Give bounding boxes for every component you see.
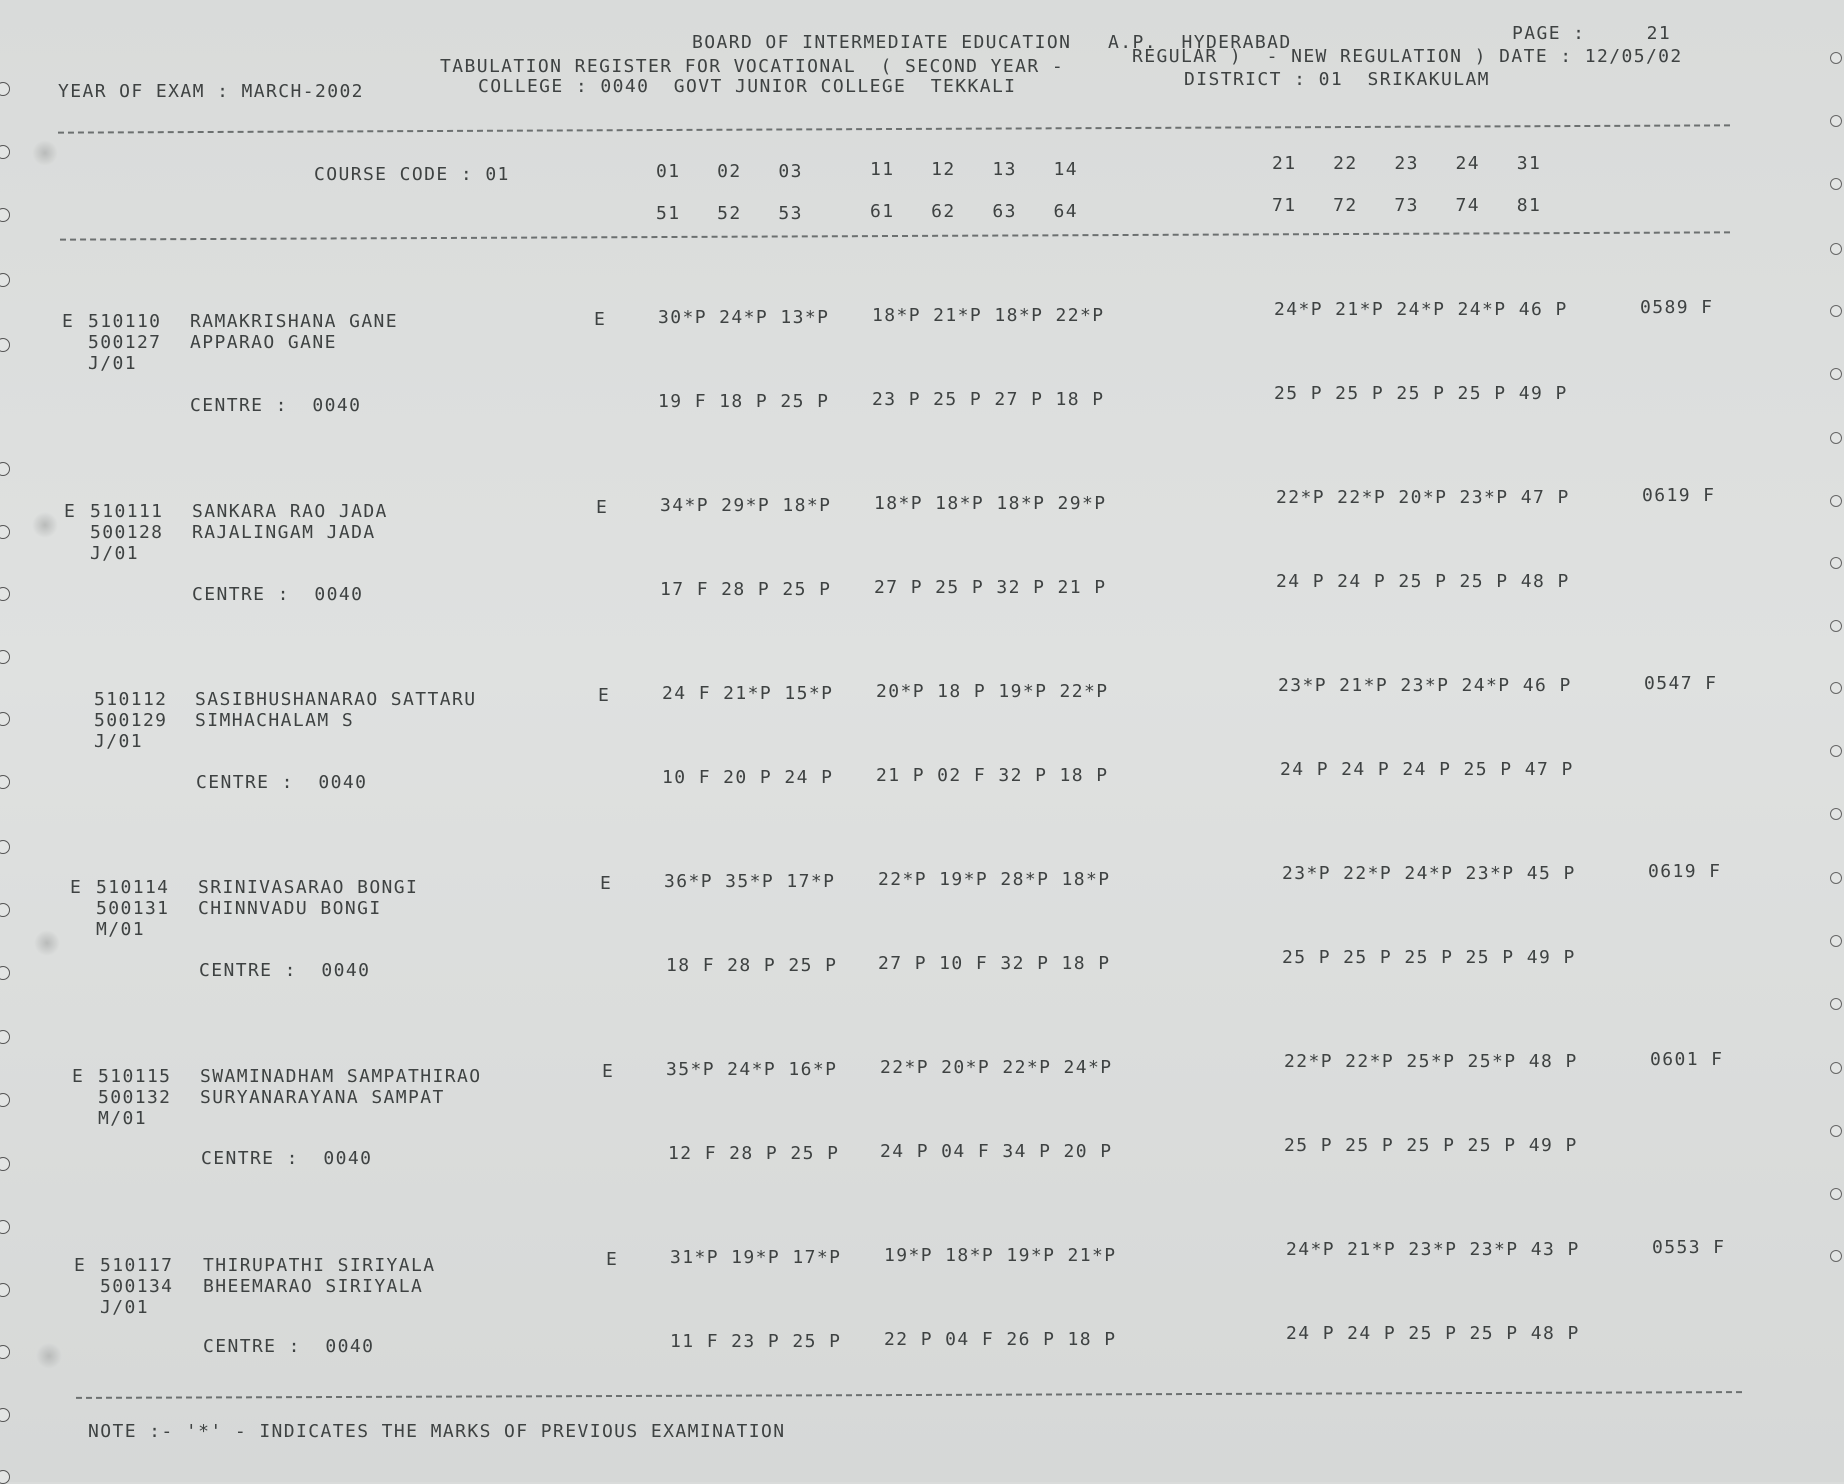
- subject-codes-row1-c: 21 22 23 24 31: [1272, 153, 1542, 174]
- centre-label: CENTRE : 0040: [203, 1336, 375, 1357]
- marks-row2-b: 22 P 04 F 26 P 18 P: [884, 1329, 1117, 1350]
- register-number: 500128: [90, 522, 164, 543]
- marks-row1-a: 35*P 24*P 16*P: [666, 1059, 838, 1080]
- marks-row2-a: 11 F 23 P 25 P: [670, 1331, 842, 1352]
- register-number: 500131: [96, 898, 170, 919]
- feed-hole: [1830, 432, 1842, 444]
- marks-row2-b: 27 P 25 P 32 P 21 P: [874, 577, 1107, 598]
- centre-label: CENTRE : 0040: [196, 772, 368, 793]
- medium: E: [594, 309, 607, 330]
- total-result: 0547 F: [1644, 673, 1718, 694]
- feed-hole: [1830, 745, 1842, 757]
- feed-hole: [0, 650, 10, 664]
- feed-hole: [0, 1220, 10, 1234]
- course-code: COURSE CODE : 01: [314, 164, 510, 185]
- paper-smudge: [32, 140, 58, 166]
- marks-row2-b: 27 P 10 F 32 P 18 P: [878, 953, 1111, 974]
- subject-codes-row1-b: 11 12 13 14: [870, 159, 1079, 180]
- student-name: RAMAKRISHANA GANE: [190, 311, 399, 332]
- subject-codes-row2-b: 61 62 63 64: [870, 201, 1079, 222]
- medium: E: [598, 685, 611, 706]
- top-rule: [58, 124, 1730, 133]
- feed-hole: [0, 840, 10, 854]
- marks-row1-b: 22*P 19*P 28*P 18*P: [878, 869, 1111, 890]
- college-info: COLLEGE : 0040 GOVT JUNIOR COLLEGE TEKKALI: [478, 76, 1017, 97]
- marks-row2-b: 24 P 04 F 34 P 20 P: [880, 1141, 1113, 1162]
- marks-row1-c: 23*P 22*P 24*P 23*P 45 P: [1282, 863, 1576, 884]
- marks-row1-c: 23*P 21*P 23*P 24*P 46 P: [1278, 675, 1572, 696]
- feed-hole: [0, 1345, 10, 1359]
- feed-hole: [1830, 115, 1842, 127]
- feed-hole: [1830, 368, 1842, 380]
- medium: E: [596, 497, 609, 518]
- father-name: SURYANARAYANA SAMPAT: [200, 1087, 445, 1108]
- marks-row2-c: 25 P 25 P 25 P 25 P 49 P: [1274, 383, 1568, 404]
- marks-row1-c: 22*P 22*P 20*P 23*P 47 P: [1276, 487, 1570, 508]
- feed-hole: [1830, 935, 1842, 947]
- bottom-rule: [76, 1391, 1742, 1399]
- feed-hole: [0, 1408, 10, 1422]
- roll-number: 510112: [94, 689, 168, 710]
- marks-row2-b: 21 P 02 F 32 P 18 P: [876, 765, 1109, 786]
- father-name: BHEEMARAO SIRIYALA: [203, 1276, 424, 1297]
- marks-row1-c: 22*P 22*P 25*P 25*P 48 P: [1284, 1051, 1578, 1072]
- marks-row1-a: 36*P 35*P 17*P: [664, 871, 836, 892]
- feed-hole: [1830, 52, 1842, 64]
- paper-smudge: [36, 1343, 62, 1369]
- marks-row2-c: 24 P 24 P 25 P 25 P 48 P: [1286, 1323, 1580, 1344]
- marks-row1-b: 18*P 21*P 18*P 22*P: [872, 305, 1105, 326]
- roll-number: 510117: [100, 1255, 174, 1276]
- feed-hole: [1830, 243, 1842, 255]
- marks-row2-a: 12 F 28 P 25 P: [668, 1143, 840, 1164]
- roll-number: 510115: [98, 1066, 172, 1087]
- exempt-flag: E: [74, 1255, 87, 1276]
- total-result: 0589 F: [1640, 297, 1714, 318]
- father-name: RAJALINGAM JADA: [192, 522, 376, 543]
- centre-label: CENTRE : 0040: [190, 395, 362, 416]
- marks-row2-c: 25 P 25 P 25 P 25 P 49 P: [1282, 947, 1576, 968]
- total-result: 0601 F: [1650, 1049, 1724, 1070]
- exempt-flag: E: [72, 1066, 85, 1087]
- father-name: APPARAO GANE: [190, 332, 337, 353]
- roll-number: 510114: [96, 877, 170, 898]
- feed-hole: [0, 462, 10, 476]
- medium: E: [606, 1249, 619, 1270]
- register-number: 500134: [100, 1276, 174, 1297]
- marks-row1-c: 24*P 21*P 23*P 23*P 43 P: [1286, 1239, 1580, 1260]
- feed-hole: [1830, 620, 1842, 632]
- subject-codes-row1-a: 01 02 03: [656, 161, 803, 182]
- register-title: TABULATION REGISTER FOR VOCATIONAL ( SECOND YEAR -: [440, 56, 1065, 77]
- marks-row1-b: 18*P 18*P 18*P 29*P: [874, 493, 1107, 514]
- feed-hole: [1830, 1062, 1842, 1074]
- roll-number: 510110: [88, 311, 162, 332]
- marks-row2-a: 18 F 28 P 25 P: [666, 955, 838, 976]
- feed-hole: [1830, 1250, 1842, 1262]
- feed-hole: [0, 273, 10, 287]
- paper-smudge: [34, 930, 60, 956]
- page-number: PAGE : 21: [1512, 23, 1672, 44]
- feed-hole: [0, 712, 10, 726]
- student-name: SASIBHUSHANARAO SATTARU: [195, 689, 477, 710]
- feed-hole: [1830, 682, 1842, 694]
- marks-row1-a: 31*P 19*P 17*P: [670, 1247, 842, 1268]
- marks-row1-a: 30*P 24*P 13*P: [658, 307, 830, 328]
- exempt-flag: E: [70, 877, 83, 898]
- marks-row2-a: 10 F 20 P 24 P: [662, 767, 834, 788]
- register-number: 500127: [88, 332, 162, 353]
- father-name: SIMHACHALAM S: [195, 710, 355, 731]
- centre-label: CENTRE : 0040: [201, 1148, 373, 1169]
- feed-hole: [1830, 178, 1842, 190]
- total-result: 0619 F: [1642, 485, 1716, 506]
- medium: E: [602, 1061, 615, 1082]
- feed-hole: [0, 1030, 10, 1044]
- feed-hole: [0, 1093, 10, 1107]
- footnote: NOTE :- '*' - INDICATES THE MARKS OF PREVIOUS EXAMINATION: [88, 1421, 786, 1442]
- feed-hole: [0, 587, 10, 601]
- group-code: J/01: [94, 731, 143, 752]
- feed-hole: [0, 82, 10, 96]
- feed-hole: [0, 1283, 10, 1297]
- feed-hole: [0, 1157, 10, 1171]
- feed-hole: [0, 966, 10, 980]
- total-result: 0553 F: [1652, 1237, 1726, 1258]
- feed-hole: [1830, 1188, 1842, 1200]
- feed-hole: [1830, 305, 1842, 317]
- group-code: J/01: [88, 353, 137, 374]
- group-code: J/01: [100, 1297, 149, 1318]
- board-title: BOARD OF INTERMEDIATE EDUCATION A.P. HYDERABAD: [692, 32, 1292, 53]
- feed-hole: [1830, 495, 1842, 507]
- centre-label: CENTRE : 0040: [199, 960, 371, 981]
- marks-row2-c: 24 P 24 P 25 P 25 P 48 P: [1276, 571, 1570, 592]
- marks-row2-c: 25 P 25 P 25 P 25 P 49 P: [1284, 1135, 1578, 1156]
- feed-hole: [1830, 1125, 1842, 1137]
- feed-hole: [1830, 557, 1842, 569]
- roll-number: 510111: [90, 501, 164, 522]
- year-of-exam: YEAR OF EXAM : MARCH-2002: [58, 81, 364, 102]
- feed-hole: [0, 208, 10, 222]
- exempt-flag: E: [64, 501, 77, 522]
- centre-label: CENTRE : 0040: [192, 584, 364, 605]
- feed-hole: [0, 775, 10, 789]
- district-info: DISTRICT : 01 SRIKAKULAM: [1184, 69, 1490, 90]
- total-result: 0619 F: [1648, 861, 1722, 882]
- marks-row1-a: 24 F 21*P 15*P: [662, 683, 834, 704]
- feed-hole: [1830, 872, 1842, 884]
- feed-hole: [0, 525, 10, 539]
- subject-codes-row2-c: 71 72 73 74 81: [1272, 195, 1542, 216]
- father-name: CHINNVADU BONGI: [198, 898, 382, 919]
- group-code: M/01: [96, 919, 145, 940]
- group-code: J/01: [90, 543, 139, 564]
- student-name: THIRUPATHI SIRIYALA: [203, 1255, 436, 1276]
- group-code: M/01: [98, 1108, 147, 1129]
- student-name: SWAMINADHAM SAMPATHIRAO: [200, 1066, 482, 1087]
- feed-hole: [0, 338, 10, 352]
- feed-hole: [0, 145, 10, 159]
- subject-codes-row2-a: 51 52 53: [656, 203, 803, 224]
- paper-smudge: [32, 512, 58, 538]
- marks-row1-c: 24*P 21*P 24*P 24*P 46 P: [1274, 299, 1568, 320]
- register-number: 500132: [98, 1087, 172, 1108]
- medium: E: [600, 873, 613, 894]
- feed-hole: [1830, 998, 1842, 1010]
- marks-row1-b: 19*P 18*P 19*P 21*P: [884, 1245, 1117, 1266]
- marks-row2-a: 17 F 28 P 25 P: [660, 579, 832, 600]
- feed-hole: [0, 903, 10, 917]
- feed-hole: [1830, 808, 1842, 820]
- exempt-flag: E: [62, 311, 75, 332]
- header-rule: [60, 231, 1730, 240]
- register-number: 500129: [94, 710, 168, 731]
- marks-row2-b: 23 P 25 P 27 P 18 P: [872, 389, 1105, 410]
- marks-row1-a: 34*P 29*P 18*P: [660, 495, 832, 516]
- student-name: SRINIVASARAO BONGI: [198, 877, 419, 898]
- marks-row2-c: 24 P 24 P 24 P 25 P 47 P: [1280, 759, 1574, 780]
- student-name: SANKARA RAO JADA: [192, 501, 388, 522]
- marks-row2-a: 19 F 18 P 25 P: [658, 391, 830, 412]
- regulation-text: REGULAR ) - NEW REGULATION ) DATE : 12/05/02: [1132, 46, 1683, 67]
- marks-row1-b: 20*P 18 P 19*P 22*P: [876, 681, 1109, 702]
- marks-row1-b: 22*P 20*P 22*P 24*P: [880, 1057, 1113, 1078]
